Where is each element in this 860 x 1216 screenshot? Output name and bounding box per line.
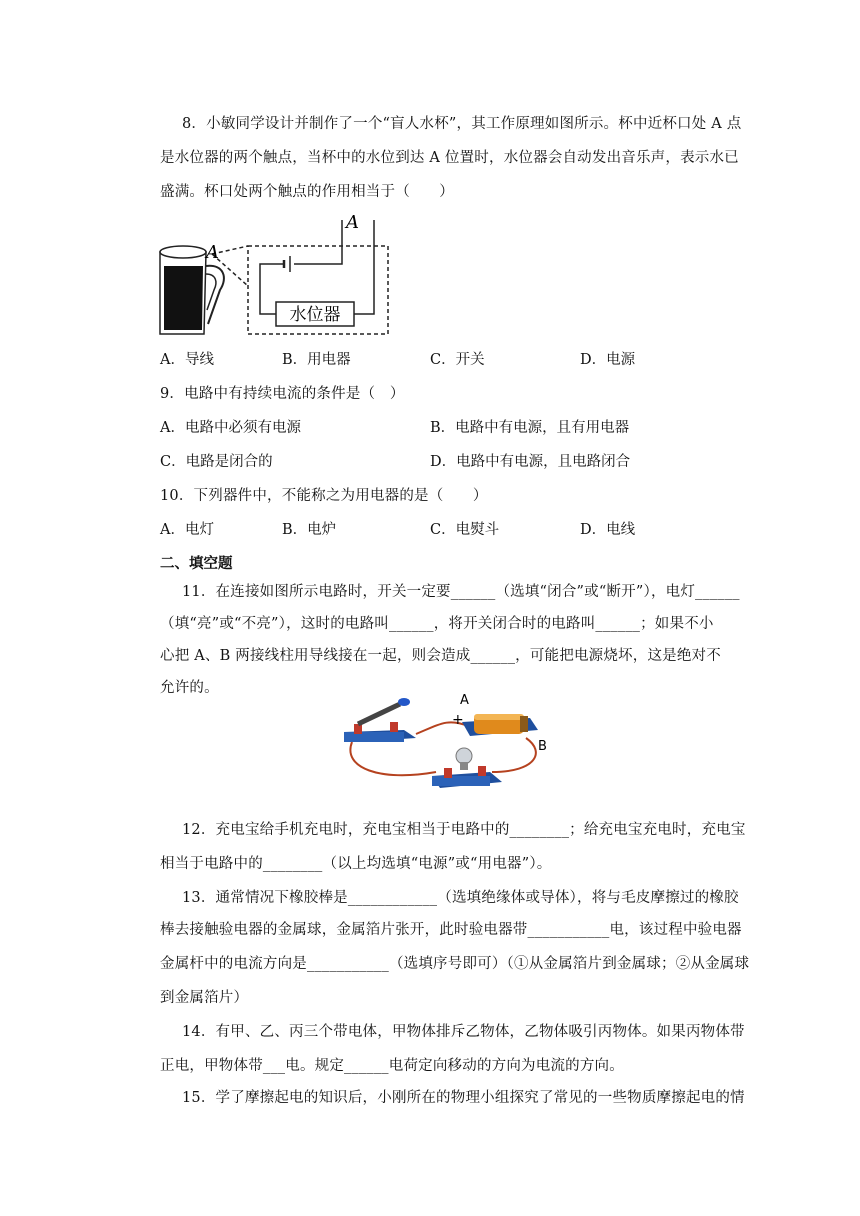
q13-line-4: 到金属箔片）: [160, 990, 249, 1006]
q9-stem: 9．电路中有持续电流的条件是（ ）: [160, 386, 405, 402]
circuit-photo-figure: [340, 690, 560, 802]
q8-line-1: 8．小敏同学设计并制作了一个“盲人水杯”，其工作原理如图所示。杯中近杯口处 A 点: [182, 116, 742, 132]
q10-option-d[interactable]: D．电线: [580, 522, 636, 538]
q14-line-1: 14．有甲、乙、丙三个带电体，甲物体排斥乙物体，乙物体吸引丙物体。如果丙物体带: [182, 1024, 745, 1040]
lamp-icon: [432, 748, 502, 788]
contact-label-a-left: A: [206, 242, 219, 263]
terminal-plus-label: +: [452, 712, 464, 728]
q8-line-3: 盛满。杯口处两个触点的作用相当于（ ）: [160, 184, 454, 200]
battery-icon: [462, 714, 538, 736]
q15-line-1: 15．学了摩擦起电的知识后，小刚所在的物理小组探究了常见的一些物质摩擦起电的情: [182, 1090, 745, 1106]
q9-option-b[interactable]: B．电路中有电源，且有用电器: [430, 420, 630, 436]
q8-option-d[interactable]: D．电源: [580, 352, 636, 368]
q10-stem: 10．下列器件中，不能称之为用电器的是（ ）: [160, 488, 488, 504]
q11-line-1: 11．在连接如图所示电路时，开关一定要______（选填“闭合”或“断开”），电灯______: [182, 584, 740, 600]
water-level-device-label: 水位器: [289, 305, 341, 325]
section-heading-fill-in: 二、填空题: [160, 556, 233, 572]
q10-option-b[interactable]: B．电炉: [282, 522, 337, 538]
q11-line-2: （填“亮”或“不亮”），这时的电路叫______，将开关闭合时的电路叫______；如果不小: [160, 616, 714, 632]
q8-line-2: 是水位器的两个触点，当杯中的水位到达 A 位置时，水位器会自动发出音乐声，表示水已: [160, 150, 739, 166]
switch-icon: [344, 698, 416, 742]
q8-option-a[interactable]: A．导线: [160, 352, 214, 368]
terminal-label-b: B: [538, 739, 547, 754]
q13-line-2: 棒去接触验电器的金属球，金属箔片张开，此时验电器带___________电，该过程中验电器: [160, 922, 742, 938]
q9-option-d[interactable]: D．电路中有电源，且电路闭合: [430, 454, 631, 470]
q9-option-a[interactable]: A．电路中必须有电源: [160, 420, 301, 436]
terminal-label-a: A: [460, 693, 469, 708]
q13-line-3: 金属杆中的电流方向是___________（选填序号即可）（①从金属箔片到金属球；②从金属球: [160, 956, 750, 972]
q11-line-3: 心把 A、B 两接线柱用导线接在一起，则会造成______，可能把电源烧坏，这是绝对不: [160, 648, 721, 664]
q12-line-2: 相当于电路中的________（以上均选填“电源”或“用电器”）。: [160, 856, 552, 872]
q13-line-1: 13．通常情况下橡胶棒是____________（选填绝缘体或导体），将与毛皮摩擦过的橡胶: [182, 890, 739, 906]
blind-cup-circuit-figure: [152, 206, 402, 346]
q10-option-c[interactable]: C．电熨斗: [430, 522, 500, 538]
q14-line-2: 正电，甲物体带___电。规定______电荷定向移动的方向为电流的方向。: [160, 1058, 624, 1074]
q9-option-c[interactable]: C．电路是闭合的: [160, 454, 273, 470]
q11-line-4: 允许的。: [160, 680, 219, 696]
q12-line-1: 12．充电宝给手机充电时，充电宝相当于电路中的________；给充电宝充电时，充电宝: [182, 822, 746, 838]
q8-option-c[interactable]: C．开关: [430, 352, 485, 368]
contact-label-a-top: A: [346, 212, 359, 233]
q8-option-b[interactable]: B．用电器: [282, 352, 351, 368]
q10-option-a[interactable]: A．电灯: [160, 522, 214, 538]
